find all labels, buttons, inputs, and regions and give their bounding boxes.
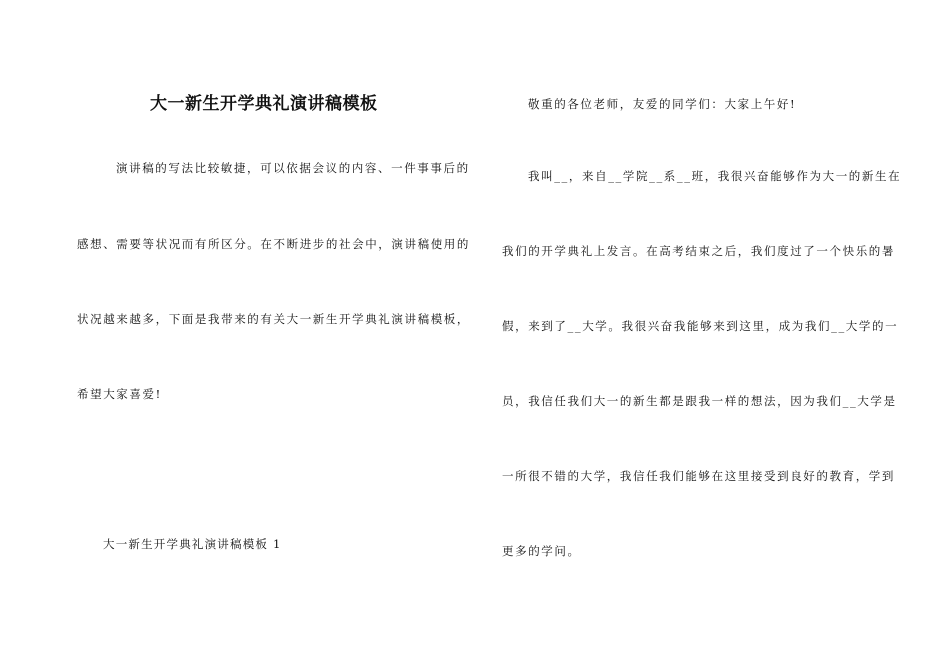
document-title: 大一新生开学典礼演讲稿模板 <box>150 94 378 114</box>
intro-line-4: 希望大家喜爱! <box>77 387 162 401</box>
intro-line-2: 感想、需要等状况而有所区分。在不断进步的社会中，演讲稿使用的 <box>77 237 470 251</box>
body-line-4: 员，我信任我们大一的新生都是跟我一样的想法，因为我们__大学是 <box>502 394 897 408</box>
body-line-1: 我叫__，来自__学院__系__班，我很兴奋能够作为大一的新生在 <box>528 169 902 183</box>
body-line-5: 一所很不错的大学，我信任我们能够在这里接受到良好的教育，学到 <box>502 469 895 483</box>
intro-line-1: 演讲稿的写法比较敏捷，可以依据会议的内容、一件事事后的 <box>116 161 470 175</box>
section-heading: 大一新生开学典礼演讲稿模板 1 <box>103 537 282 551</box>
greeting-line: 敬重的各位老师，友爱的同学们：大家上午好! <box>528 97 797 111</box>
body-line-6: 更多的学问。 <box>502 544 581 558</box>
intro-line-3: 状况越来越多，下面是我带来的有关大一新生开学典礼演讲稿模板， <box>77 312 470 326</box>
body-line-3: 假，来到了__大学。我很兴奋我能够来到这里，成为我们__大学的一 <box>502 319 899 333</box>
body-line-2: 我们的开学典礼上发言。在高考结束之后，我们度过了一个快乐的暑 <box>502 244 895 258</box>
